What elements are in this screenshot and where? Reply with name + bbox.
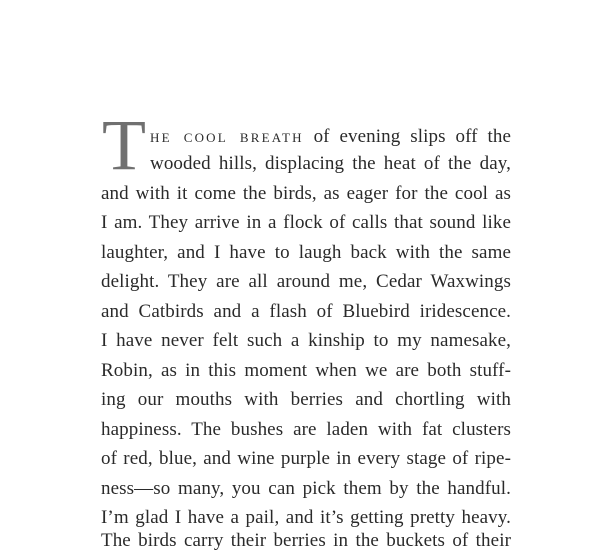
text-line-15: The birds carry their berries in the buckets of their	[101, 530, 511, 551]
drop-cap: T	[102, 105, 146, 185]
text-line-14: I’m glad I have a pail, and it’s getting pretty heavy.	[101, 507, 511, 528]
text-line-12: of red, blue, and wine purple in every stage of ripe-	[101, 448, 511, 469]
lead-in-smallcaps: he cool breath	[150, 126, 304, 147]
text-line-2: wooded hills, displacing the heat of the day,	[150, 153, 511, 174]
text-line-7: and Catbirds and a flash of Bluebird iridescence.	[101, 301, 511, 322]
text-line-5: laughter, and I have to laugh back with the same	[101, 242, 511, 263]
text-line-8: I have never felt such a kinship to my namesake,	[101, 330, 511, 351]
line-1-rest: of evening slips off the	[303, 126, 511, 147]
text-line-10: ing our mouths with berries and chortling with	[101, 389, 511, 410]
text-line-6: delight. They are all around me, Cedar Waxwings	[101, 271, 511, 292]
text-line-4: I am. They arrive in a flock of calls that sound like	[101, 212, 511, 233]
text-line-9: Robin, as in this moment when we are both stuff-	[101, 360, 511, 381]
text-line-11: happiness. The bushes are laden with fat clusters	[101, 419, 511, 440]
text-line-13: ness—so many, you can pick them by the handful.	[101, 478, 511, 499]
text-line-1	[150, 124, 511, 150]
text-line-3: and with it come the birds, as eager for the cool as	[101, 183, 511, 204]
